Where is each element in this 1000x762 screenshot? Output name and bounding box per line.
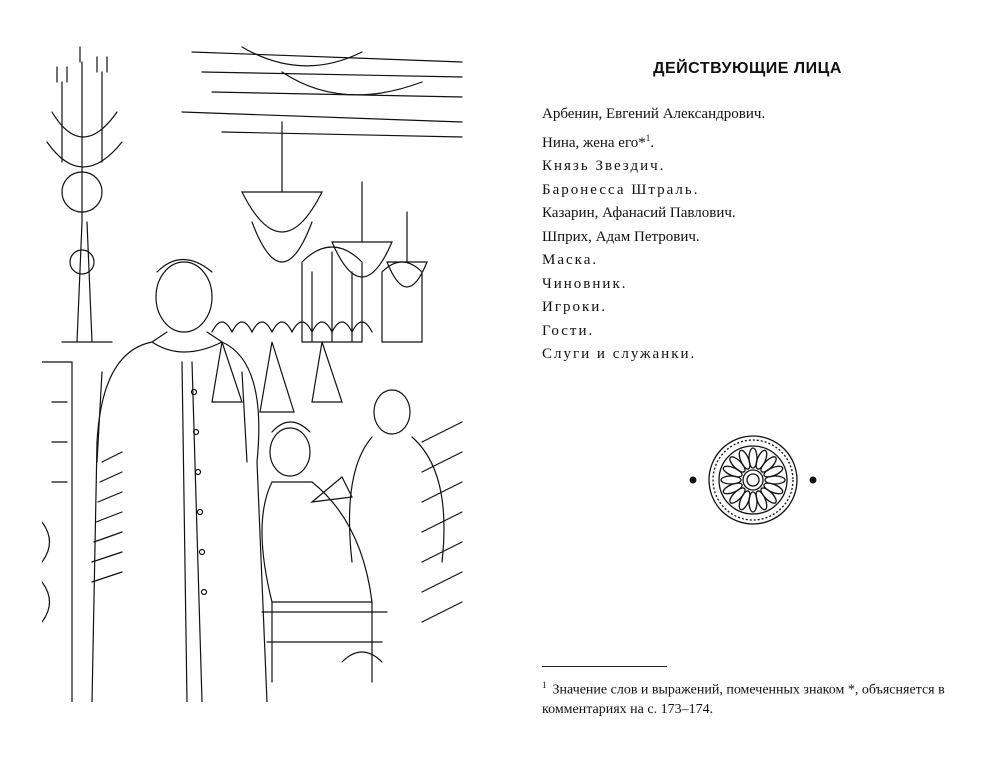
cast-item: Чиновник. bbox=[542, 275, 628, 292]
footnote-divider bbox=[542, 666, 667, 667]
footnote-marker: 1 bbox=[542, 680, 547, 690]
footnote bbox=[542, 676, 982, 719]
footnote-text: Значение слов и выражений, помеченных знаком *, объясняется в комментариях на с. 173–174. bbox=[542, 682, 945, 717]
cast-item: Гости. bbox=[542, 322, 595, 339]
cast-item: Игроки. bbox=[542, 299, 608, 315]
cast-item: Арбенин, Евгений Александрович. bbox=[542, 106, 766, 122]
cast-page bbox=[520, 0, 990, 762]
cast-item: Маска. bbox=[542, 252, 599, 268]
cast-list bbox=[542, 103, 765, 367]
rosette-ornament-icon bbox=[688, 430, 818, 530]
cast-item: Князь Звездич. bbox=[542, 158, 666, 174]
cast-item: Казарин, Афанасий Павлович. bbox=[542, 205, 736, 221]
cast-item: Слуги и служанки. bbox=[542, 346, 697, 362]
cast-item: Баронесса Штраль. bbox=[542, 181, 700, 198]
cast-item: Нина, жена его*$^1$. bbox=[542, 132, 654, 151]
cast-item: Шприх, Адам Петрович. bbox=[542, 228, 700, 245]
ballroom-engraving-illustration bbox=[42, 42, 466, 702]
ballroom-illustration bbox=[42, 42, 466, 702]
page-title: ДЕЙСТВУЮЩИЕ ЛИЦА bbox=[653, 60, 842, 77]
